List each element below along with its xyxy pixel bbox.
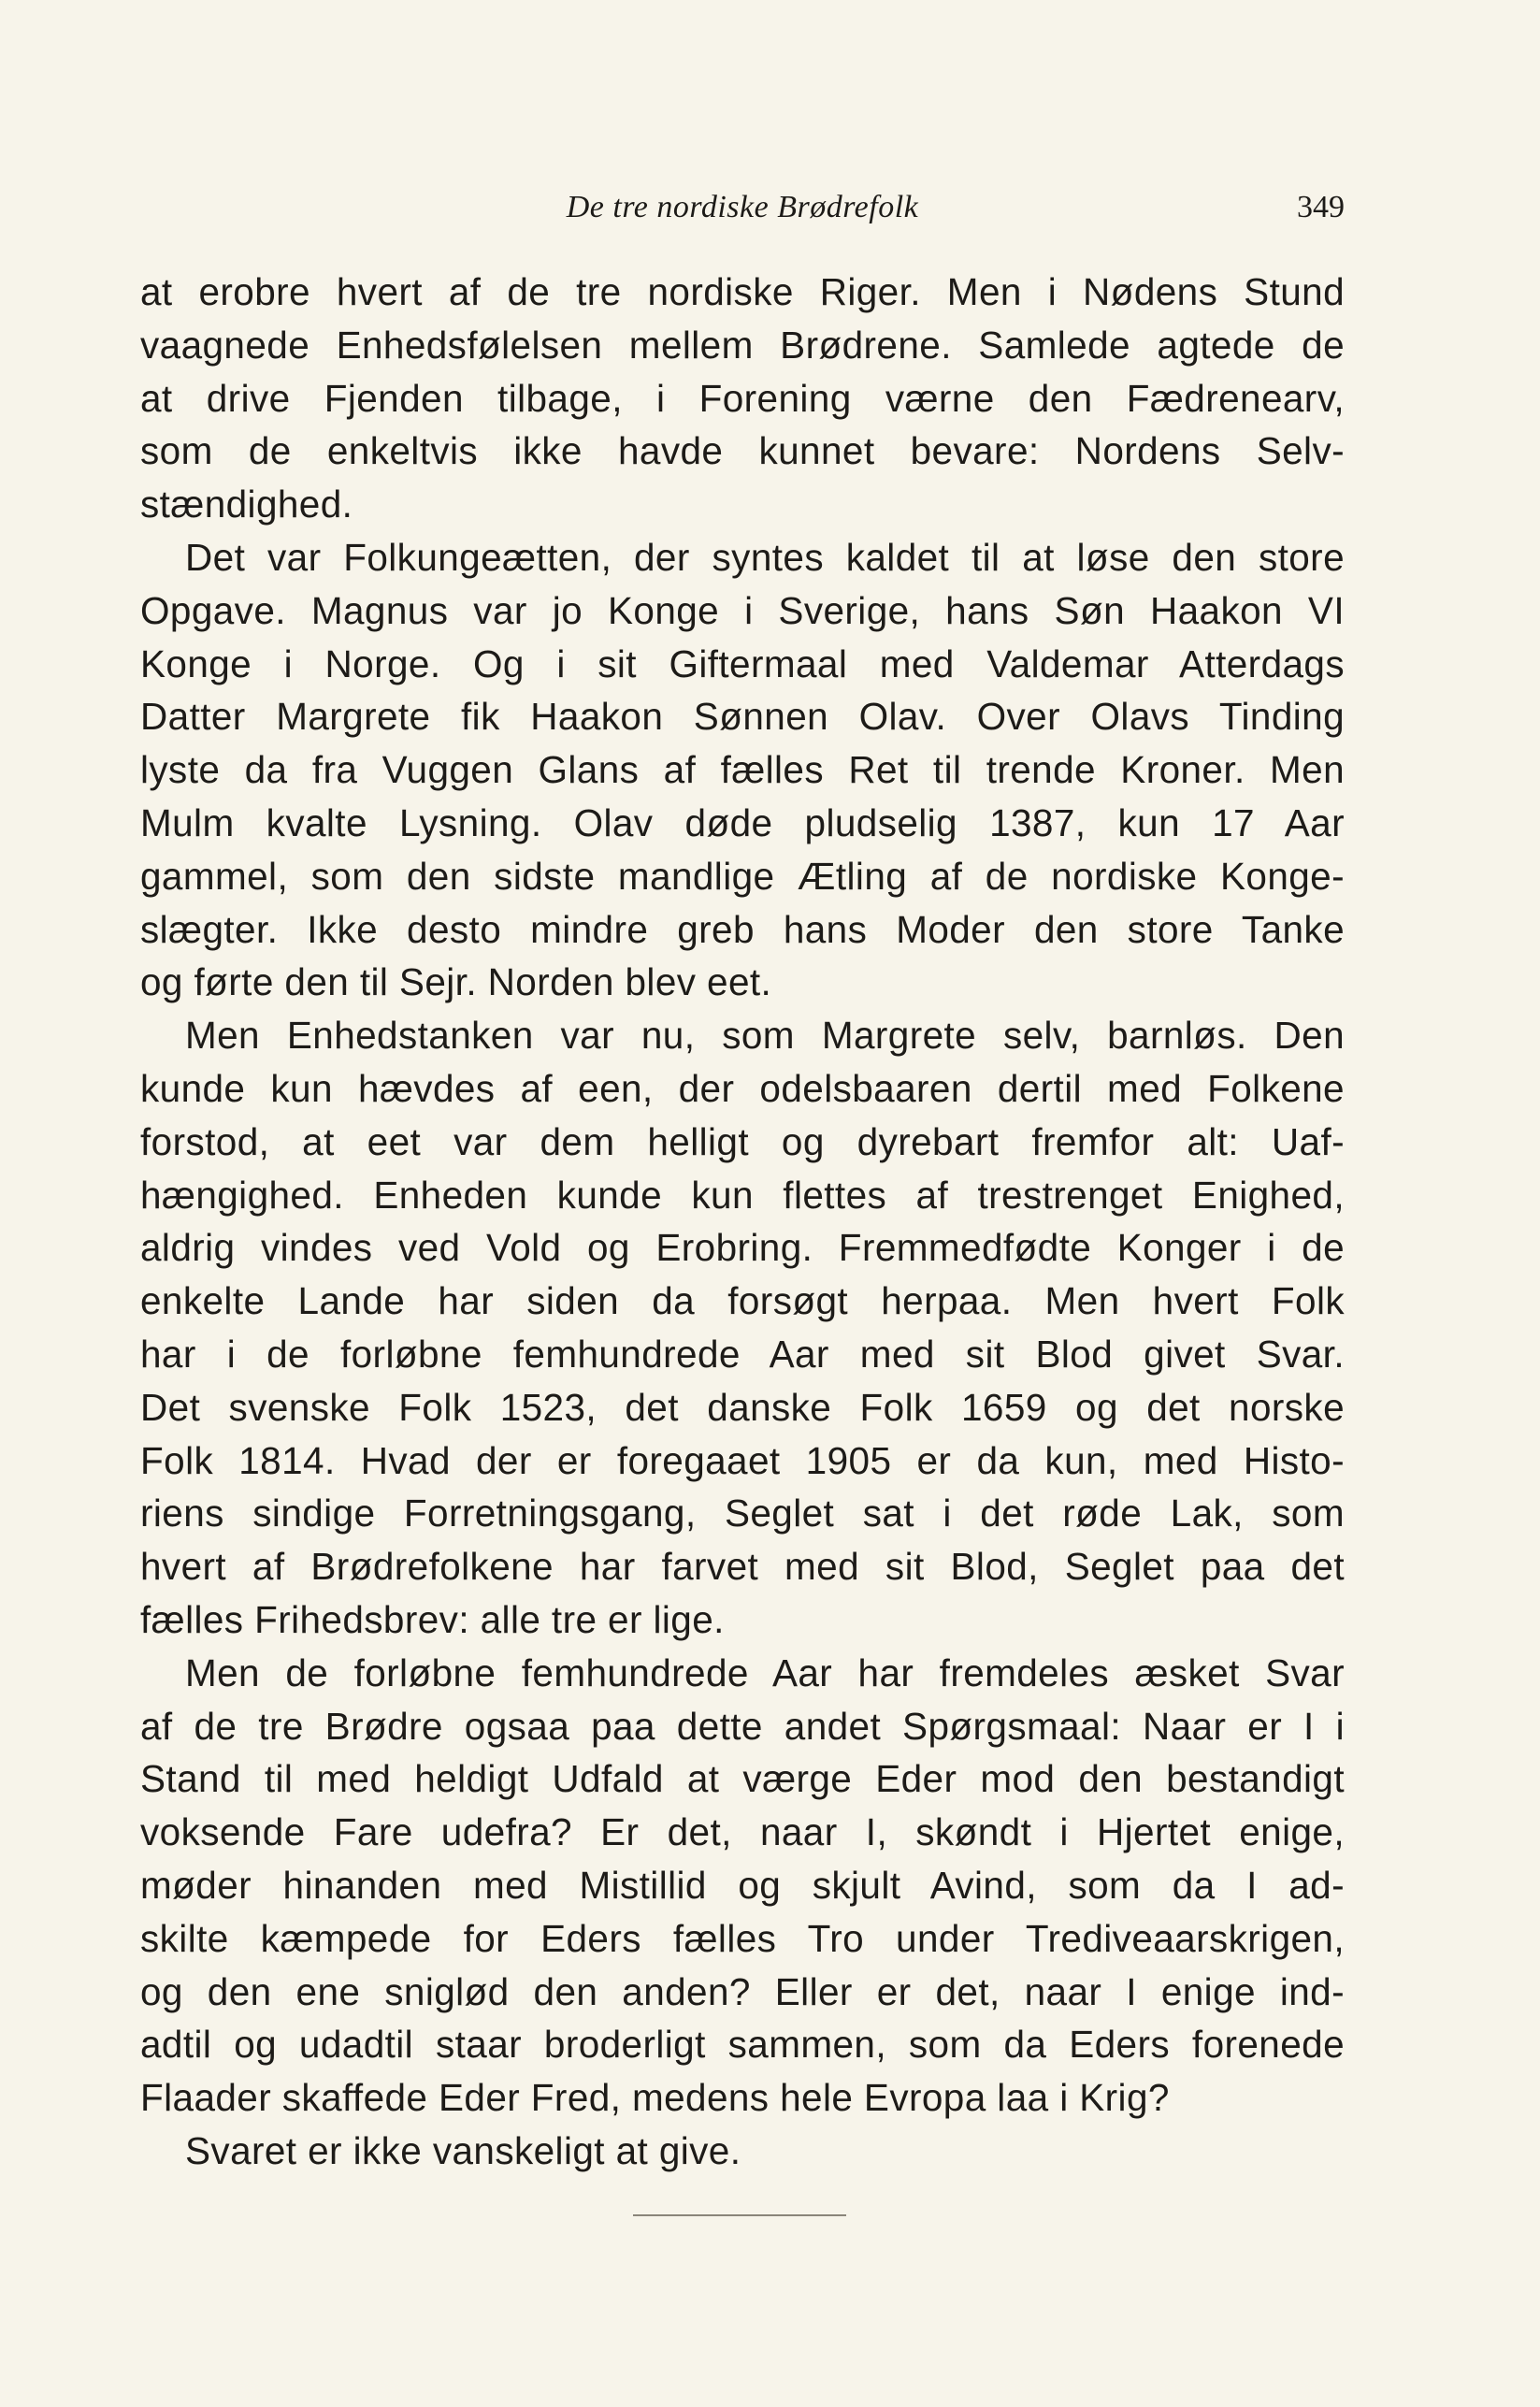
running-head	[140, 183, 1345, 232]
text-line: Men de forløbne femhundrede Aar har fremdeles æsket Svar	[185, 1650, 1345, 1694]
text-line: Svaret er ikke vanskeligt at give.	[185, 2128, 741, 2172]
text-line: at drive Fjenden tilbage, i Forening værne den Fædrenearv,	[140, 376, 1345, 420]
text-line: hvert af Brødrefolkene har farvet med sit Blod, Seglet paa det	[140, 1545, 1345, 1589]
text-line: slægter. Ikke desto mindre greb hans Moder den store Tanke	[140, 907, 1345, 951]
text-line: som de enkeltvis ikke havde kunnet bevare: Nordens Selv-	[140, 429, 1345, 473]
text-line: gammel, som den sidste mandlige Ætling af de nordiske Konge-	[140, 854, 1345, 898]
text-line: riens sindige Forretningsgang, Seglet sat i det røde Lak, som	[140, 1492, 1345, 1535]
text-line: stændighed.	[140, 483, 353, 526]
text-line: Folk 1814. Hvad der er foregaaet 1905 er da kun, med Histo-	[140, 1438, 1345, 1482]
text-line: Mulm kvalte Lysning. Olav døde pludselig 1387, kun 17 Aar	[140, 800, 1345, 844]
end-rule	[633, 2214, 846, 2216]
text-line: af de tre Brødre ogsaa paa dette andet Spørgsmaal: Naar er I i	[140, 1704, 1345, 1748]
page-number: 349	[1297, 190, 1345, 224]
body-text	[140, 266, 1345, 2178]
text-line: lyste da fra Vuggen Glans af fælles Ret til trende Kroner. Men	[140, 748, 1345, 792]
text-line: Det svenske Folk 1523, det danske Folk 1659 og det norske	[140, 1385, 1345, 1429]
text-line: Konge i Norge. Og i sit Giftermaal med Valdemar Atterdags	[140, 641, 1345, 685]
text-line: fælles Frihedsbrev: alle tre er lige.	[140, 1597, 725, 1641]
text-line: at erobre hvert af de tre nordiske Riger. Men i Nødens Stund	[140, 270, 1345, 313]
text-line: voksende Fare udefra? Er det, naar I, skøndt i Hjertet enige,	[140, 1810, 1345, 1854]
text-line: Men Enhedstanken var nu, som Margrete selv, barnløs. Den	[185, 1014, 1345, 1058]
text-line: og den ene sniglød den anden? Eller er det, naar I enige ind-	[140, 1969, 1345, 2013]
text-line: vaagnede Enhedsfølelsen mellem Brødrene. Samlede agtede de	[140, 323, 1345, 367]
text-line: møder hinanden med Mistillid og skjult Avind, som da I ad-	[140, 1863, 1345, 1907]
text-line: har i de forløbne femhundrede Aar med sit Blod givet Svar.	[140, 1332, 1345, 1376]
text-line: aldrig vindes ved Vold og Erobring. Fremmedfødte Konger i de	[140, 1226, 1345, 1270]
text-line: Det var Folkungeætten, der syntes kaldet til at løse den store	[185, 535, 1345, 579]
text-line: kunde kun hævdes af een, der odelsbaaren dertil med Folkene	[140, 1066, 1345, 1110]
text-line: skilte kæmpede for Eders fælles Tro under Trediveaarskrigen,	[140, 1916, 1345, 1960]
text-line: Flaader skaffede Eder Fred, medens hele Evropa laa i Krig?	[140, 2076, 1170, 2120]
text-line: Opgave. Magnus var jo Konge i Sverige, hans Søn Haakon VI	[140, 588, 1345, 632]
text-line: forstod, at eet var dem helligt og dyrebart fremfor alt: Uaf-	[140, 1119, 1345, 1163]
text-line: Stand til med heldigt Udfald at værge Eder mod den bestandigt	[140, 1757, 1345, 1801]
text-line: enkelte Lande har siden da forsøgt herpaa. Men hvert Folk	[140, 1279, 1345, 1323]
text-line: adtil og udadtil staar broderligt sammen, som da Eders forenede	[140, 2023, 1345, 2067]
text-line: og førte den til Sejr. Norden blev eet.	[140, 960, 772, 1004]
text-line: hængighed. Enheden kunde kun flettes af trestrenget Enighed,	[140, 1173, 1345, 1217]
running-title: De tre nordiske Brødrefolk	[566, 190, 919, 224]
text-line: Datter Margrete fik Haakon Sønnen Olav. Over Olavs Tinding	[140, 695, 1345, 739]
